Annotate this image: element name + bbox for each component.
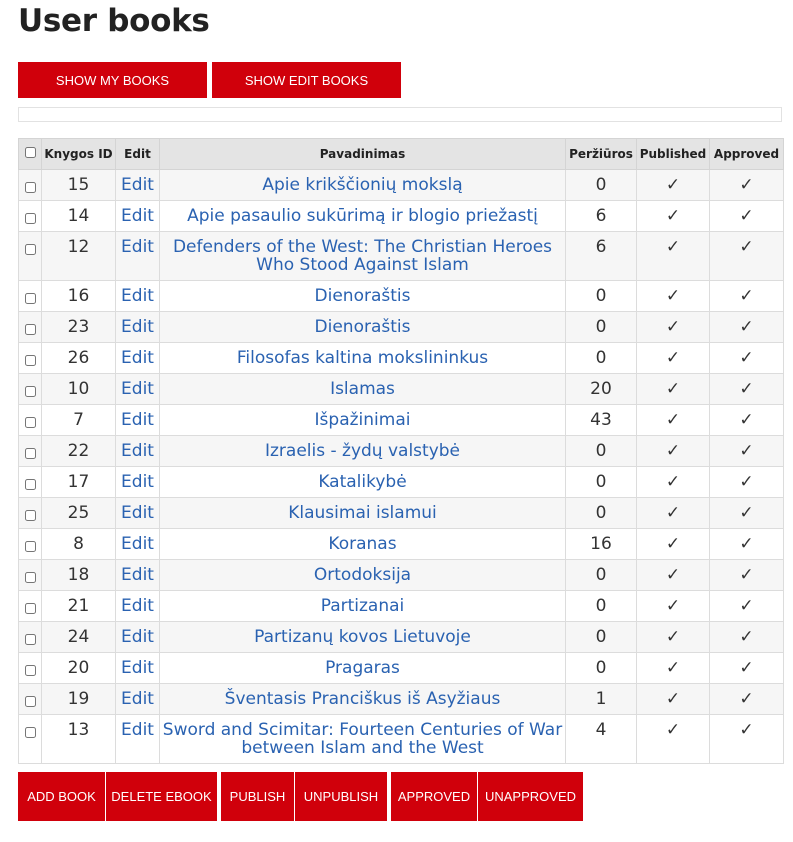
approved-check-icon: ✓ <box>710 405 784 436</box>
table-row <box>19 684 784 715</box>
row-checkbox[interactable] <box>25 293 36 304</box>
book-title-link[interactable]: Apie pasaulio sukūrimą ir blogio priežastį <box>187 206 538 226</box>
row-checkbox[interactable] <box>25 665 36 676</box>
title-cell <box>160 170 566 201</box>
row-checkbox[interactable] <box>25 727 36 738</box>
table-row <box>19 343 784 374</box>
book-title-link[interactable]: Katalikybė <box>318 472 407 492</box>
approved-check-icon: ✓ <box>710 653 784 684</box>
book-id: 23 <box>42 312 116 343</box>
book-id: 8 <box>42 529 116 560</box>
edit-cell <box>116 343 160 374</box>
row-select-cell <box>19 715 42 764</box>
published-check-icon: ✓ <box>637 467 710 498</box>
book-id: 16 <box>42 281 116 312</box>
title-cell <box>160 281 566 312</box>
book-id: 7 <box>42 405 116 436</box>
header-published: Published <box>637 139 710 170</box>
row-checkbox[interactable] <box>25 417 36 428</box>
row-select-cell <box>19 436 42 467</box>
edit-cell <box>116 436 160 467</box>
row-checkbox[interactable] <box>25 324 36 335</box>
row-select-cell <box>19 529 42 560</box>
edit-link[interactable]: Edit <box>121 534 154 554</box>
views-count: 6 <box>566 232 637 281</box>
row-select-cell <box>19 312 42 343</box>
published-check-icon: ✓ <box>637 653 710 684</box>
row-select-cell <box>19 232 42 281</box>
book-title-link[interactable]: Klausimai islamui <box>288 503 437 523</box>
views-count: 0 <box>566 343 637 374</box>
unpublish-button[interactable]: UNPUBLISH <box>295 772 387 821</box>
book-id: 18 <box>42 560 116 591</box>
row-select-cell <box>19 591 42 622</box>
title-cell <box>160 312 566 343</box>
row-checkbox[interactable] <box>25 634 36 645</box>
delete-ebook-button[interactable]: DELETE EBOOK <box>106 772 217 821</box>
unapproved-button[interactable]: UNAPPROVED <box>478 772 583 821</box>
row-checkbox[interactable] <box>25 696 36 707</box>
title-cell <box>160 232 566 281</box>
edit-cell <box>116 405 160 436</box>
book-id: 26 <box>42 343 116 374</box>
row-select-cell <box>19 374 42 405</box>
published-check-icon: ✓ <box>637 343 710 374</box>
table-row <box>19 201 784 232</box>
title-cell <box>160 467 566 498</box>
views-count: 0 <box>566 622 637 653</box>
row-select-cell <box>19 684 42 715</box>
views-count: 0 <box>566 591 637 622</box>
table-row <box>19 622 784 653</box>
book-title-link[interactable]: Defenders of the West: The Christian Heroes Who Stood Against Islam <box>172 237 553 275</box>
approved-check-icon: ✓ <box>710 374 784 405</box>
published-check-icon: ✓ <box>637 529 710 560</box>
edit-link[interactable]: Edit <box>121 689 154 709</box>
book-title-link[interactable]: Partizanų kovos Lietuvoje <box>254 627 471 647</box>
views-count: 4 <box>566 715 637 764</box>
edit-link[interactable]: Edit <box>121 441 154 461</box>
views-count: 0 <box>566 281 637 312</box>
published-check-icon: ✓ <box>637 591 710 622</box>
approved-check-icon: ✓ <box>710 436 784 467</box>
book-title-link[interactable]: Išpažinimai <box>314 410 411 430</box>
views-count: 0 <box>566 436 637 467</box>
row-select-cell <box>19 467 42 498</box>
book-id: 22 <box>42 436 116 467</box>
edit-link[interactable]: Edit <box>121 348 154 368</box>
views-count: 1 <box>566 684 637 715</box>
edit-link[interactable]: Edit <box>121 503 154 523</box>
book-title-link[interactable]: Sword and Scimitar: Fourteen Centuries of War between Islam and the West <box>162 720 563 758</box>
title-cell <box>160 560 566 591</box>
views-count: 0 <box>566 467 637 498</box>
edit-link[interactable]: Edit <box>121 379 154 399</box>
edit-cell <box>116 467 160 498</box>
published-check-icon: ✓ <box>637 405 710 436</box>
views-count: 0 <box>566 560 637 591</box>
published-check-icon: ✓ <box>637 436 710 467</box>
row-checkbox[interactable] <box>25 572 36 583</box>
row-select-cell <box>19 622 42 653</box>
table-row <box>19 312 784 343</box>
views-count: 0 <box>566 498 637 529</box>
row-select-cell <box>19 170 42 201</box>
edit-cell <box>116 560 160 591</box>
book-title-link[interactable]: Izraelis - žydų valstybė <box>264 441 461 461</box>
title-cell <box>160 343 566 374</box>
approved-check-icon: ✓ <box>710 498 784 529</box>
edit-link[interactable]: Edit <box>121 658 154 678</box>
edit-cell <box>116 201 160 232</box>
published-check-icon: ✓ <box>637 281 710 312</box>
approved-check-icon: ✓ <box>710 281 784 312</box>
title-cell <box>160 374 566 405</box>
published-check-icon: ✓ <box>637 498 710 529</box>
published-check-icon: ✓ <box>637 170 710 201</box>
approved-check-icon: ✓ <box>710 312 784 343</box>
row-select-cell <box>19 498 42 529</box>
edit-link[interactable]: Edit <box>121 286 154 306</box>
book-id: 25 <box>42 498 116 529</box>
published-check-icon: ✓ <box>637 622 710 653</box>
title-cell <box>160 715 566 764</box>
approved-check-icon: ✓ <box>710 343 784 374</box>
row-checkbox[interactable] <box>25 448 36 459</box>
edit-cell <box>116 498 160 529</box>
book-id: 10 <box>42 374 116 405</box>
publish-button[interactable]: PUBLISH <box>221 772 294 821</box>
table-row <box>19 529 784 560</box>
book-id: 15 <box>42 170 116 201</box>
title-cell <box>160 622 566 653</box>
approved-check-icon: ✓ <box>710 622 784 653</box>
edit-link[interactable]: Edit <box>121 237 154 257</box>
book-id: 24 <box>42 622 116 653</box>
title-cell <box>160 653 566 684</box>
show-my-books-button[interactable]: SHOW MY BOOKS <box>18 62 207 98</box>
row-checkbox[interactable] <box>25 510 36 521</box>
table-row <box>19 467 784 498</box>
edit-link[interactable]: Edit <box>121 565 154 585</box>
add-book-button[interactable]: ADD BOOK <box>18 772 105 821</box>
approved-check-icon: ✓ <box>710 170 784 201</box>
row-checkbox[interactable] <box>25 213 36 224</box>
title-cell <box>160 436 566 467</box>
book-title-link[interactable]: Šventasis Pranciškus iš Asyžiaus <box>224 689 501 709</box>
book-title-link[interactable]: Filosofas kaltina mokslininkus <box>236 348 489 368</box>
header-edit: Edit <box>116 139 160 170</box>
edit-link[interactable]: Edit <box>121 175 154 195</box>
edit-cell <box>116 529 160 560</box>
views-count: 43 <box>566 405 637 436</box>
approved-check-icon: ✓ <box>710 201 784 232</box>
table-row <box>19 436 784 467</box>
edit-link[interactable]: Edit <box>121 720 154 740</box>
edit-link[interactable]: Edit <box>121 472 154 492</box>
row-select-cell <box>19 201 42 232</box>
edit-cell <box>116 170 160 201</box>
views-count: 16 <box>566 529 637 560</box>
row-checkbox[interactable] <box>25 479 36 490</box>
published-check-icon: ✓ <box>637 715 710 764</box>
published-check-icon: ✓ <box>637 232 710 281</box>
table-row <box>19 715 784 764</box>
edit-cell <box>116 374 160 405</box>
row-select-cell <box>19 343 42 374</box>
books-table <box>18 138 784 764</box>
title-cell <box>160 529 566 560</box>
approved-check-icon: ✓ <box>710 529 784 560</box>
approved-check-icon: ✓ <box>710 591 784 622</box>
book-title-link[interactable]: Dienoraštis <box>314 286 411 306</box>
title-cell <box>160 201 566 232</box>
published-check-icon: ✓ <box>637 201 710 232</box>
edit-link[interactable]: Edit <box>121 627 154 647</box>
book-id: 21 <box>42 591 116 622</box>
row-select-cell <box>19 560 42 591</box>
approved-check-icon: ✓ <box>710 232 784 281</box>
edit-link[interactable]: Edit <box>121 596 154 616</box>
page-title: User books <box>18 3 210 39</box>
header-id: Knygos ID <box>42 139 116 170</box>
edit-link[interactable]: Edit <box>121 317 154 337</box>
header-title: Pavadinimas <box>160 139 566 170</box>
table-row <box>19 374 784 405</box>
show-edit-books-button[interactable]: SHOW EDIT BOOKS <box>212 62 401 98</box>
book-id: 14 <box>42 201 116 232</box>
edit-cell <box>116 684 160 715</box>
edit-cell <box>116 232 160 281</box>
row-checkbox[interactable] <box>25 182 36 193</box>
header-approved: Approved <box>710 139 784 170</box>
approved-button[interactable]: APPROVED <box>391 772 477 821</box>
row-select-cell <box>19 281 42 312</box>
approved-check-icon: ✓ <box>710 684 784 715</box>
edit-link[interactable]: Edit <box>121 410 154 430</box>
row-select-cell <box>19 405 42 436</box>
book-title-link[interactable]: Ortodoksija <box>313 565 412 585</box>
row-checkbox[interactable] <box>25 355 36 366</box>
row-checkbox[interactable] <box>25 244 36 255</box>
edit-cell <box>116 715 160 764</box>
title-cell <box>160 591 566 622</box>
book-id: 20 <box>42 653 116 684</box>
book-title-link[interactable]: Dienoraštis <box>314 317 411 337</box>
published-check-icon: ✓ <box>637 374 710 405</box>
header-views: Peržiūros <box>566 139 637 170</box>
table-row <box>19 591 784 622</box>
published-check-icon: ✓ <box>637 560 710 591</box>
book-id: 19 <box>42 684 116 715</box>
title-cell <box>160 684 566 715</box>
views-count: 20 <box>566 374 637 405</box>
select-all-cell <box>19 139 42 170</box>
row-checkbox[interactable] <box>25 603 36 614</box>
edit-cell <box>116 591 160 622</box>
book-id: 17 <box>42 467 116 498</box>
approved-check-icon: ✓ <box>710 560 784 591</box>
views-count: 6 <box>566 201 637 232</box>
approved-check-icon: ✓ <box>710 467 784 498</box>
published-check-icon: ✓ <box>637 684 710 715</box>
book-title-link[interactable]: Koranas <box>328 534 397 554</box>
book-id: 13 <box>42 715 116 764</box>
table-row <box>19 281 784 312</box>
table-header-row <box>19 139 784 170</box>
row-select-cell <box>19 653 42 684</box>
row-checkbox[interactable] <box>25 386 36 397</box>
table-row <box>19 653 784 684</box>
book-id: 12 <box>42 232 116 281</box>
edit-cell <box>116 281 160 312</box>
table-row <box>19 560 784 591</box>
book-title-link[interactable]: Islamas <box>330 379 395 399</box>
edit-cell <box>116 653 160 684</box>
views-count: 0 <box>566 170 637 201</box>
table-row <box>19 170 784 201</box>
published-check-icon: ✓ <box>637 312 710 343</box>
title-cell <box>160 498 566 529</box>
book-title-link[interactable]: Pragaras <box>325 658 400 678</box>
views-count: 0 <box>566 653 637 684</box>
empty-filter-bar <box>18 107 782 122</box>
edit-link[interactable]: Edit <box>121 206 154 226</box>
select-all-checkbox[interactable] <box>25 147 36 158</box>
edit-cell <box>116 312 160 343</box>
book-title-link[interactable]: Apie krikščionių mokslą <box>262 175 463 195</box>
table-row <box>19 405 784 436</box>
table-row <box>19 498 784 529</box>
approved-check-icon: ✓ <box>710 715 784 764</box>
title-cell <box>160 405 566 436</box>
views-count: 0 <box>566 312 637 343</box>
book-title-link[interactable]: Partizanai <box>320 596 405 616</box>
edit-cell <box>116 622 160 653</box>
row-checkbox[interactable] <box>25 541 36 552</box>
table-row <box>19 232 784 281</box>
